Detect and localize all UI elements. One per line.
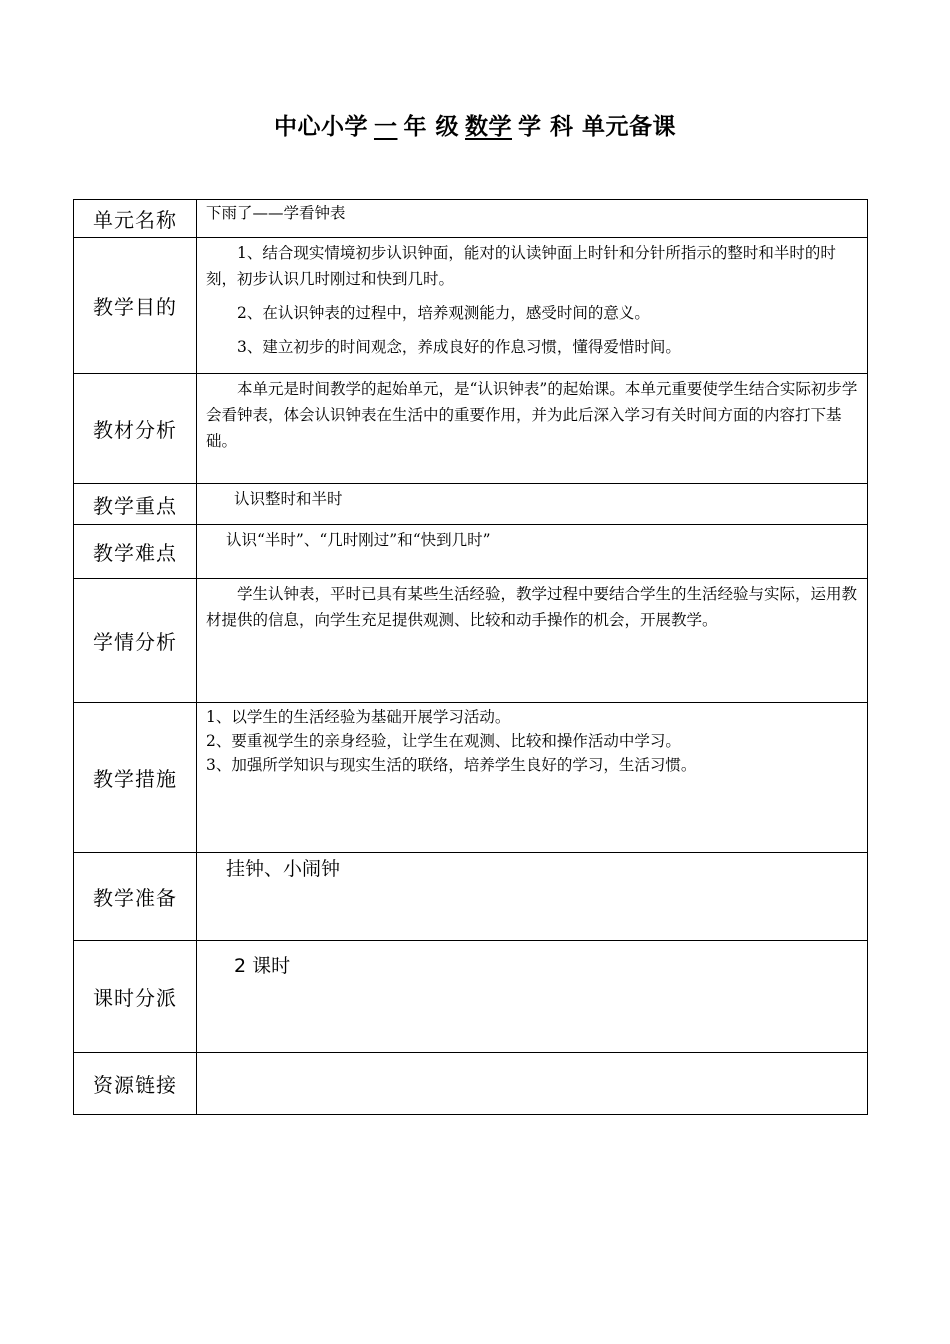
title-subject: 数学	[465, 114, 512, 140]
label-preparation: 教学准备	[74, 853, 197, 941]
objective-1: 1、结合现实情境初步认识钟面，能对的认读钟面上时针和分针所指示的整时和半时的时刻，初步认识几时刚过和快到几时。	[206, 244, 836, 288]
label-resource-links: 资源链接	[74, 1053, 197, 1115]
row-key-points	[74, 484, 868, 525]
row-preparation	[74, 853, 868, 941]
row-resource-links	[74, 1053, 868, 1115]
preparation-text: 挂钟、小闹钟	[226, 858, 341, 880]
content-teaching-objectives	[197, 238, 868, 374]
unit-name-text: 下雨了——学看钟表	[206, 204, 346, 222]
title-suffix: 学 科 单元备课	[518, 114, 677, 140]
content-resource-links	[197, 1053, 868, 1115]
label-student-analysis: 学情分析	[74, 579, 197, 703]
student-analysis-text: 学生认钟表，平时已具有某些生活经验，教学过程中要结合学生的生活经验与实际，运用教材提供的信息，向学生充足提供观测、比较和动手操作的机会，开展教学。	[206, 585, 858, 629]
row-teaching-measures	[74, 703, 868, 853]
measure-2: 2、要重视学生的亲身经验，让学生在观测、比较和操作活动中学习。	[206, 732, 681, 750]
objective-2: 2、在认识钟表的过程中，培养观测能力，感受时间的意义。	[237, 304, 650, 322]
content-difficult-points	[197, 525, 868, 579]
label-key-points: 教学重点	[74, 484, 197, 525]
row-material-analysis	[74, 374, 868, 484]
row-teaching-objectives	[74, 238, 868, 374]
row-student-analysis	[74, 579, 868, 703]
content-student-analysis	[197, 579, 868, 703]
label-teaching-measures: 教学措施	[74, 703, 197, 853]
row-lesson-allocation	[74, 941, 868, 1053]
label-teaching-objectives: 教学目的	[74, 238, 197, 374]
content-material-analysis	[197, 374, 868, 484]
row-unit-name	[74, 200, 868, 238]
unit-plan-table	[73, 199, 868, 1115]
measure-1: 1、以学生的生活经验为基础开展学习活动。	[206, 708, 511, 726]
lesson-allocation-text: 2 课时	[234, 955, 291, 977]
row-difficult-points	[74, 525, 868, 579]
key-points-text: 认识整时和半时	[234, 490, 343, 508]
material-analysis-text: 本单元是时间教学的起始单元，是“认识钟表”的起始课。本单元重要使学生结合实际初步学会看钟表，体会认识钟表在生活中的重要作用，并为此后深入学习有关时间方面的内容打下基础。	[206, 380, 858, 450]
title-grade-suffix: 年 级	[403, 114, 459, 140]
label-unit-name: 单元名称	[74, 200, 197, 238]
content-preparation	[197, 853, 868, 941]
content-unit-name	[197, 200, 868, 238]
measure-3: 3、加强所学知识与现实生活的联络，培养学生良好的学习，生活习惯。	[206, 756, 697, 774]
content-teaching-measures	[197, 703, 868, 853]
label-difficult-points: 教学难点	[74, 525, 197, 579]
title-school: 中心小学	[273, 114, 368, 140]
page-title	[0, 108, 950, 141]
content-key-points	[197, 484, 868, 525]
label-lesson-allocation: 课时分派	[74, 941, 197, 1053]
title-grade: 一	[373, 114, 398, 140]
objective-3: 3、建立初步的时间观念，养成良好的作息习惯，懂得爱惜时间。	[237, 338, 681, 356]
content-lesson-allocation	[197, 941, 868, 1053]
label-material-analysis: 教材分析	[74, 374, 197, 484]
difficult-points-text: 认识“半时”、“几时刚过”和“快到几时”	[226, 531, 491, 549]
